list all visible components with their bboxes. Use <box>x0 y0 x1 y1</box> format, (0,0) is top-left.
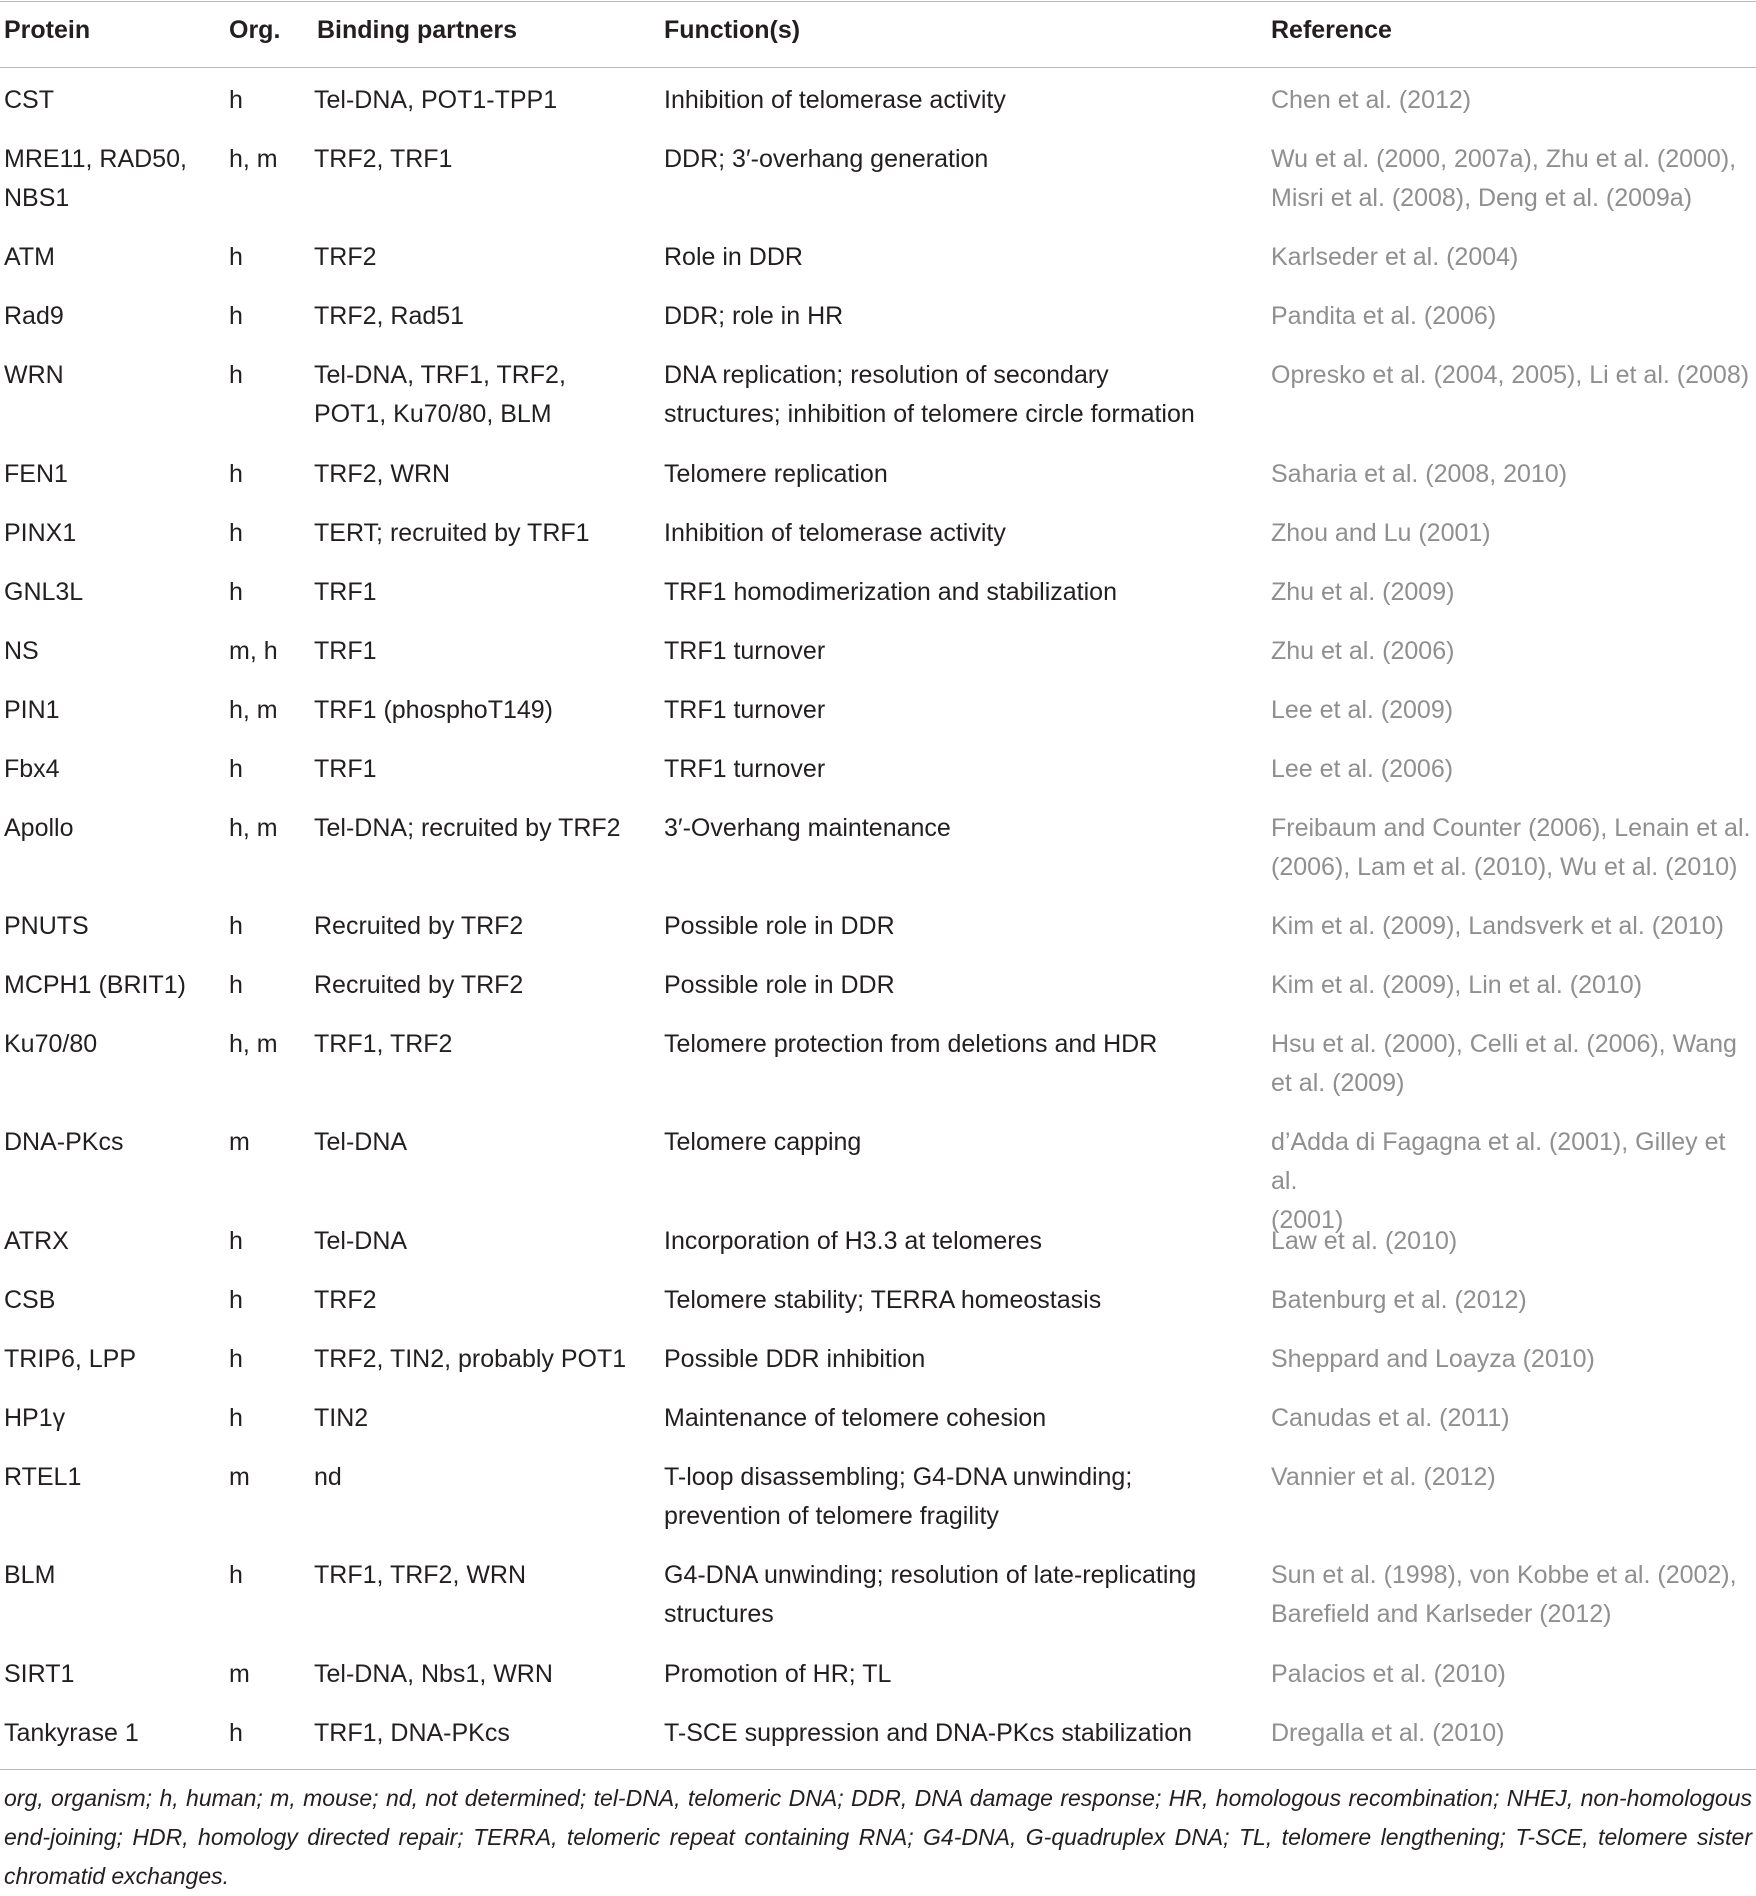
cell-protein: GNL3L <box>4 578 84 606</box>
cell-org: m <box>229 1463 250 1491</box>
cell-protein: Fbx4 <box>4 755 60 783</box>
table-header <box>0 0 1756 67</box>
cell-binding-partners: Recruited by TRF2 <box>314 912 524 940</box>
cell-function: Promotion of HR; TL <box>664 1660 892 1688</box>
cell-function: Possible role in DDR <box>664 971 895 999</box>
cell-binding-partners: Recruited by TRF2 <box>314 971 524 999</box>
cell-protein: Tankyrase 1 <box>4 1719 139 1747</box>
cell-org: h, m <box>229 1030 278 1058</box>
header-binding-partners: Binding partners <box>317 16 518 44</box>
cell-function: Inhibition of telomerase activity <box>664 86 1006 114</box>
cell-binding-partners: Tel-DNA; recruited by TRF2 <box>314 814 621 842</box>
header-org: Org. <box>229 16 281 44</box>
cell-protein: Rad9 <box>4 302 64 330</box>
cell-org: h <box>229 86 243 114</box>
cell-reference: Lee et al. (2009) <box>1271 696 1454 724</box>
cell-binding-partners: TIN2 <box>314 1404 369 1432</box>
cell-reference: Batenburg et al. (2012) <box>1271 1286 1527 1314</box>
cell-function: TRF1 turnover <box>664 755 826 783</box>
cell-protein: PNUTS <box>4 912 89 940</box>
cell-function: TRF1 turnover <box>664 696 826 724</box>
cell-org: m <box>229 1128 250 1156</box>
cell-binding-partners: TRF2, WRN <box>314 460 451 488</box>
cell-org: h <box>229 1286 243 1314</box>
cell-protein: Ku70/80 <box>4 1030 98 1058</box>
cell-function: Inhibition of telomerase activity <box>664 519 1006 547</box>
cell-org: h, m <box>229 696 278 724</box>
cell-function: G4-DNA unwinding; resolution of late-replicating structures <box>664 1561 1197 1628</box>
cell-reference: Freibaum and Counter (2006), Lenain et al. (2006), Lam et al. (2010), Wu et al. (2010) <box>1271 814 1751 881</box>
cell-binding-partners: TRF1 <box>314 637 377 665</box>
cell-org: h <box>229 1719 243 1747</box>
cell-binding-partners: Tel-DNA <box>314 1227 408 1255</box>
cell-protein: CSB <box>4 1286 56 1314</box>
cell-protein: FEN1 <box>4 460 68 488</box>
cell-protein: ATM <box>4 243 55 271</box>
cell-function: TRF1 homodimerization and stabilization <box>664 578 1117 606</box>
header-reference: Reference <box>1271 16 1392 44</box>
cell-binding-partners: TRF2, TIN2, probably POT1 <box>314 1345 627 1373</box>
cell-reference: Palacios et al. (2010) <box>1271 1660 1506 1688</box>
cell-reference: Kim et al. (2009), Landsverk et al. (2010) <box>1271 912 1725 940</box>
cell-binding-partners: TERT; recruited by TRF1 <box>314 519 590 547</box>
cell-org: h <box>229 361 243 389</box>
cell-reference: Hsu et al. (2000), Celli et al. (2006), Wang et al. (2009) <box>1271 1030 1737 1097</box>
cell-function: Possible DDR inhibition <box>664 1345 926 1373</box>
cell-reference: Karlseder et al. (2004) <box>1271 243 1519 271</box>
cell-protein: MRE11, RAD50, NBS1 <box>4 145 187 212</box>
cell-binding-partners: TRF1, DNA-PKcs <box>314 1719 510 1747</box>
cell-org: h <box>229 755 243 783</box>
cell-function: DDR; role in HR <box>664 302 844 330</box>
cell-protein: PIN1 <box>4 696 60 724</box>
cell-protein: DNA-PKcs <box>4 1128 124 1156</box>
cell-function: DNA replication; resolution of secondary structures; inhibition of telomere circle formation <box>664 361 1195 428</box>
cell-reference: Pandita et al. (2006) <box>1271 302 1497 330</box>
cell-binding-partners: TRF1 <box>314 755 377 783</box>
cell-protein: NS <box>4 637 39 665</box>
cell-protein: SIRT1 <box>4 1660 75 1688</box>
cell-reference: Sun et al. (1998), von Kobbe et al. (2002), Barefield and Karlseder (2012) <box>1271 1561 1737 1628</box>
cell-protein: BLM <box>4 1561 56 1589</box>
cell-reference: Saharia et al. (2008, 2010) <box>1271 460 1568 488</box>
cell-binding-partners: TRF2 <box>314 243 377 271</box>
cell-function: Maintenance of telomere cohesion <box>664 1404 1047 1432</box>
cell-protein: WRN <box>4 361 64 389</box>
cell-binding-partners: TRF1, TRF2 <box>314 1030 453 1058</box>
cell-reference: Canudas et al. (2011) <box>1271 1404 1510 1432</box>
cell-org: h <box>229 460 243 488</box>
cell-binding-partners: Tel-DNA, Nbs1, WRN <box>314 1660 553 1688</box>
cell-org: h <box>229 1561 243 1589</box>
cell-reference: d’Adda di Fagagna et al. (2001), Gilley et al. (2001) <box>1271 1128 1726 1234</box>
cell-reference: Zhu et al. (2006) <box>1271 637 1455 665</box>
cell-binding-partners: TRF1, TRF2, WRN <box>314 1561 527 1589</box>
bottom-rule <box>0 1769 1756 1770</box>
cell-org: h <box>229 302 243 330</box>
cell-protein: MCPH1 (BRIT1) <box>4 971 186 999</box>
cell-protein: HP1γ <box>4 1404 66 1432</box>
cell-org: h <box>229 519 243 547</box>
cell-reference: Zhu et al. (2009) <box>1271 578 1455 606</box>
header-protein: Protein <box>4 16 91 44</box>
cell-function: TRF1 turnover <box>664 637 826 665</box>
cell-function: Telomere capping <box>664 1128 862 1156</box>
cell-protein: RTEL1 <box>4 1463 82 1491</box>
cell-org: h, m <box>229 145 278 173</box>
cell-reference: Zhou and Lu (2001) <box>1271 519 1491 547</box>
cell-binding-partners: TRF2, Rad51 <box>314 302 465 330</box>
cell-org: h, m <box>229 814 278 842</box>
cell-binding-partners: Tel-DNA <box>314 1128 408 1156</box>
cell-function: Telomere stability; TERRA homeostasis <box>664 1286 1102 1314</box>
header-rule <box>0 67 1756 68</box>
cell-reference: Lee et al. (2006) <box>1271 755 1454 783</box>
cell-function: Incorporation of H3.3 at telomeres <box>664 1227 1042 1255</box>
cell-org: m, h <box>229 637 278 665</box>
cell-reference: Kim et al. (2009), Lin et al. (2010) <box>1271 971 1643 999</box>
cell-protein: ATRX <box>4 1227 69 1255</box>
cell-protein: CST <box>4 86 54 114</box>
cell-org: h <box>229 1404 243 1432</box>
cell-org: h <box>229 578 243 606</box>
cell-protein: TRIP6, LPP <box>4 1345 136 1373</box>
cell-reference: Vannier et al. (2012) <box>1271 1463 1496 1491</box>
cell-reference: Dregalla et al. (2010) <box>1271 1719 1505 1747</box>
cell-protein: Apollo <box>4 814 74 842</box>
cell-binding-partners: TRF2 <box>314 1286 377 1314</box>
cell-binding-partners: nd <box>314 1463 342 1491</box>
cell-function: Possible role in DDR <box>664 912 895 940</box>
cell-binding-partners: Tel-DNA, TRF1, TRF2, POT1, Ku70/80, BLM <box>314 361 566 428</box>
cell-function: Telomere replication <box>664 460 888 488</box>
cell-reference: Chen et al. (2012) <box>1271 86 1472 114</box>
cell-function: Role in DDR <box>664 243 803 271</box>
cell-binding-partners: Tel-DNA, POT1-TPP1 <box>314 86 558 114</box>
cell-org: h <box>229 1227 243 1255</box>
cell-binding-partners: TRF2, TRF1 <box>314 145 453 173</box>
cell-function: T-loop disassembling; G4-DNA unwinding; prevention of telomere fragility <box>664 1463 1133 1530</box>
cell-reference: Law et al. (2010) <box>1271 1227 1458 1255</box>
cell-binding-partners: TRF1 (phosphoT149) <box>314 696 554 724</box>
cell-org: h <box>229 971 243 999</box>
cell-function: 3′-Overhang maintenance <box>664 814 951 842</box>
cell-org: h <box>229 912 243 940</box>
cell-org: h <box>229 243 243 271</box>
table-footnote: org, organism; h, human; m, mouse; nd, not determined; tel-DNA, telomeric DNA; DDR, DNA damage response; HR, homologous recombination; NHEJ, non-homologous end-joining; HDR, homology directed repair; TERRA, telomeric repeat containing RNA; G4-DNA, G-quadruplex DNA; TL, telomere lengthening; T-SCE, telomere sister chromatid exchanges. <box>4 1785 1752 1889</box>
cell-org: h <box>229 1345 243 1373</box>
cell-function: DDR; 3′-overhang generation <box>664 145 989 173</box>
cell-binding-partners: TRF1 <box>314 578 377 606</box>
cell-function: T-SCE suppression and DNA-PKcs stabilization <box>664 1719 1193 1747</box>
header-functions: Function(s) <box>664 16 801 44</box>
cell-protein: PINX1 <box>4 519 77 547</box>
cell-reference: Opresko et al. (2004, 2005), Li et al. (2008) <box>1271 361 1750 389</box>
cell-org: m <box>229 1660 250 1688</box>
cell-function: Telomere protection from deletions and HDR <box>664 1030 1158 1058</box>
cell-reference: Wu et al. (2000, 2007a), Zhu et al. (2000), Misri et al. (2008), Deng et al. (2009a) <box>1271 145 1737 212</box>
cell-reference: Sheppard and Loayza (2010) <box>1271 1345 1595 1373</box>
